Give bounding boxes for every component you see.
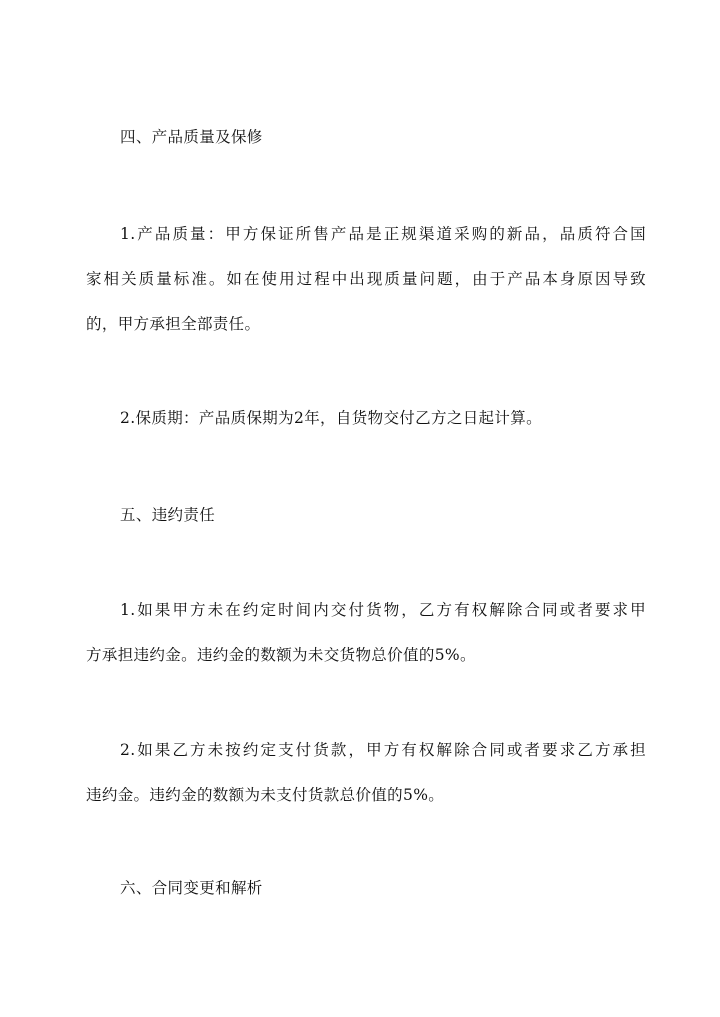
paragraph-product-quality-line-2: 家相关质量标准。如在使用过程中出现质量问题，由于产品本身原因导致 <box>86 270 646 288</box>
section-heading-liability: 五、违约责任 <box>120 506 216 524</box>
paragraph-buyer-breach-line-2: 违约金。违约金的数额为未支付货款总价值的5%。 <box>86 786 445 804</box>
paragraph-product-quality-line-3: 的，甲方承担全部责任。 <box>86 315 261 333</box>
section-heading-contract-change: 六、合同变更和解析 <box>120 879 263 897</box>
paragraph-product-quality-line-1: 1.产品质量：甲方保证所售产品是正规渠道采购的新品，品质符合国 <box>120 225 646 243</box>
paragraph-warranty-period: 2.保质期：产品质保期为2年，自货物交付乙方之日起计算。 <box>120 409 542 427</box>
paragraph-seller-breach-line-1: 1.如果甲方未在约定时间内交付货物，乙方有权解除合同或者要求甲 <box>120 601 646 619</box>
paragraph-seller-breach-line-2: 方承担违约金。违约金的数额为未交货物总价值的5%。 <box>86 646 476 664</box>
section-heading-quality-warranty: 四、产品质量及保修 <box>120 128 263 146</box>
paragraph-buyer-breach-line-1: 2.如果乙方未按约定支付货款，甲方有权解除合同或者要求乙方承担 <box>120 741 646 759</box>
